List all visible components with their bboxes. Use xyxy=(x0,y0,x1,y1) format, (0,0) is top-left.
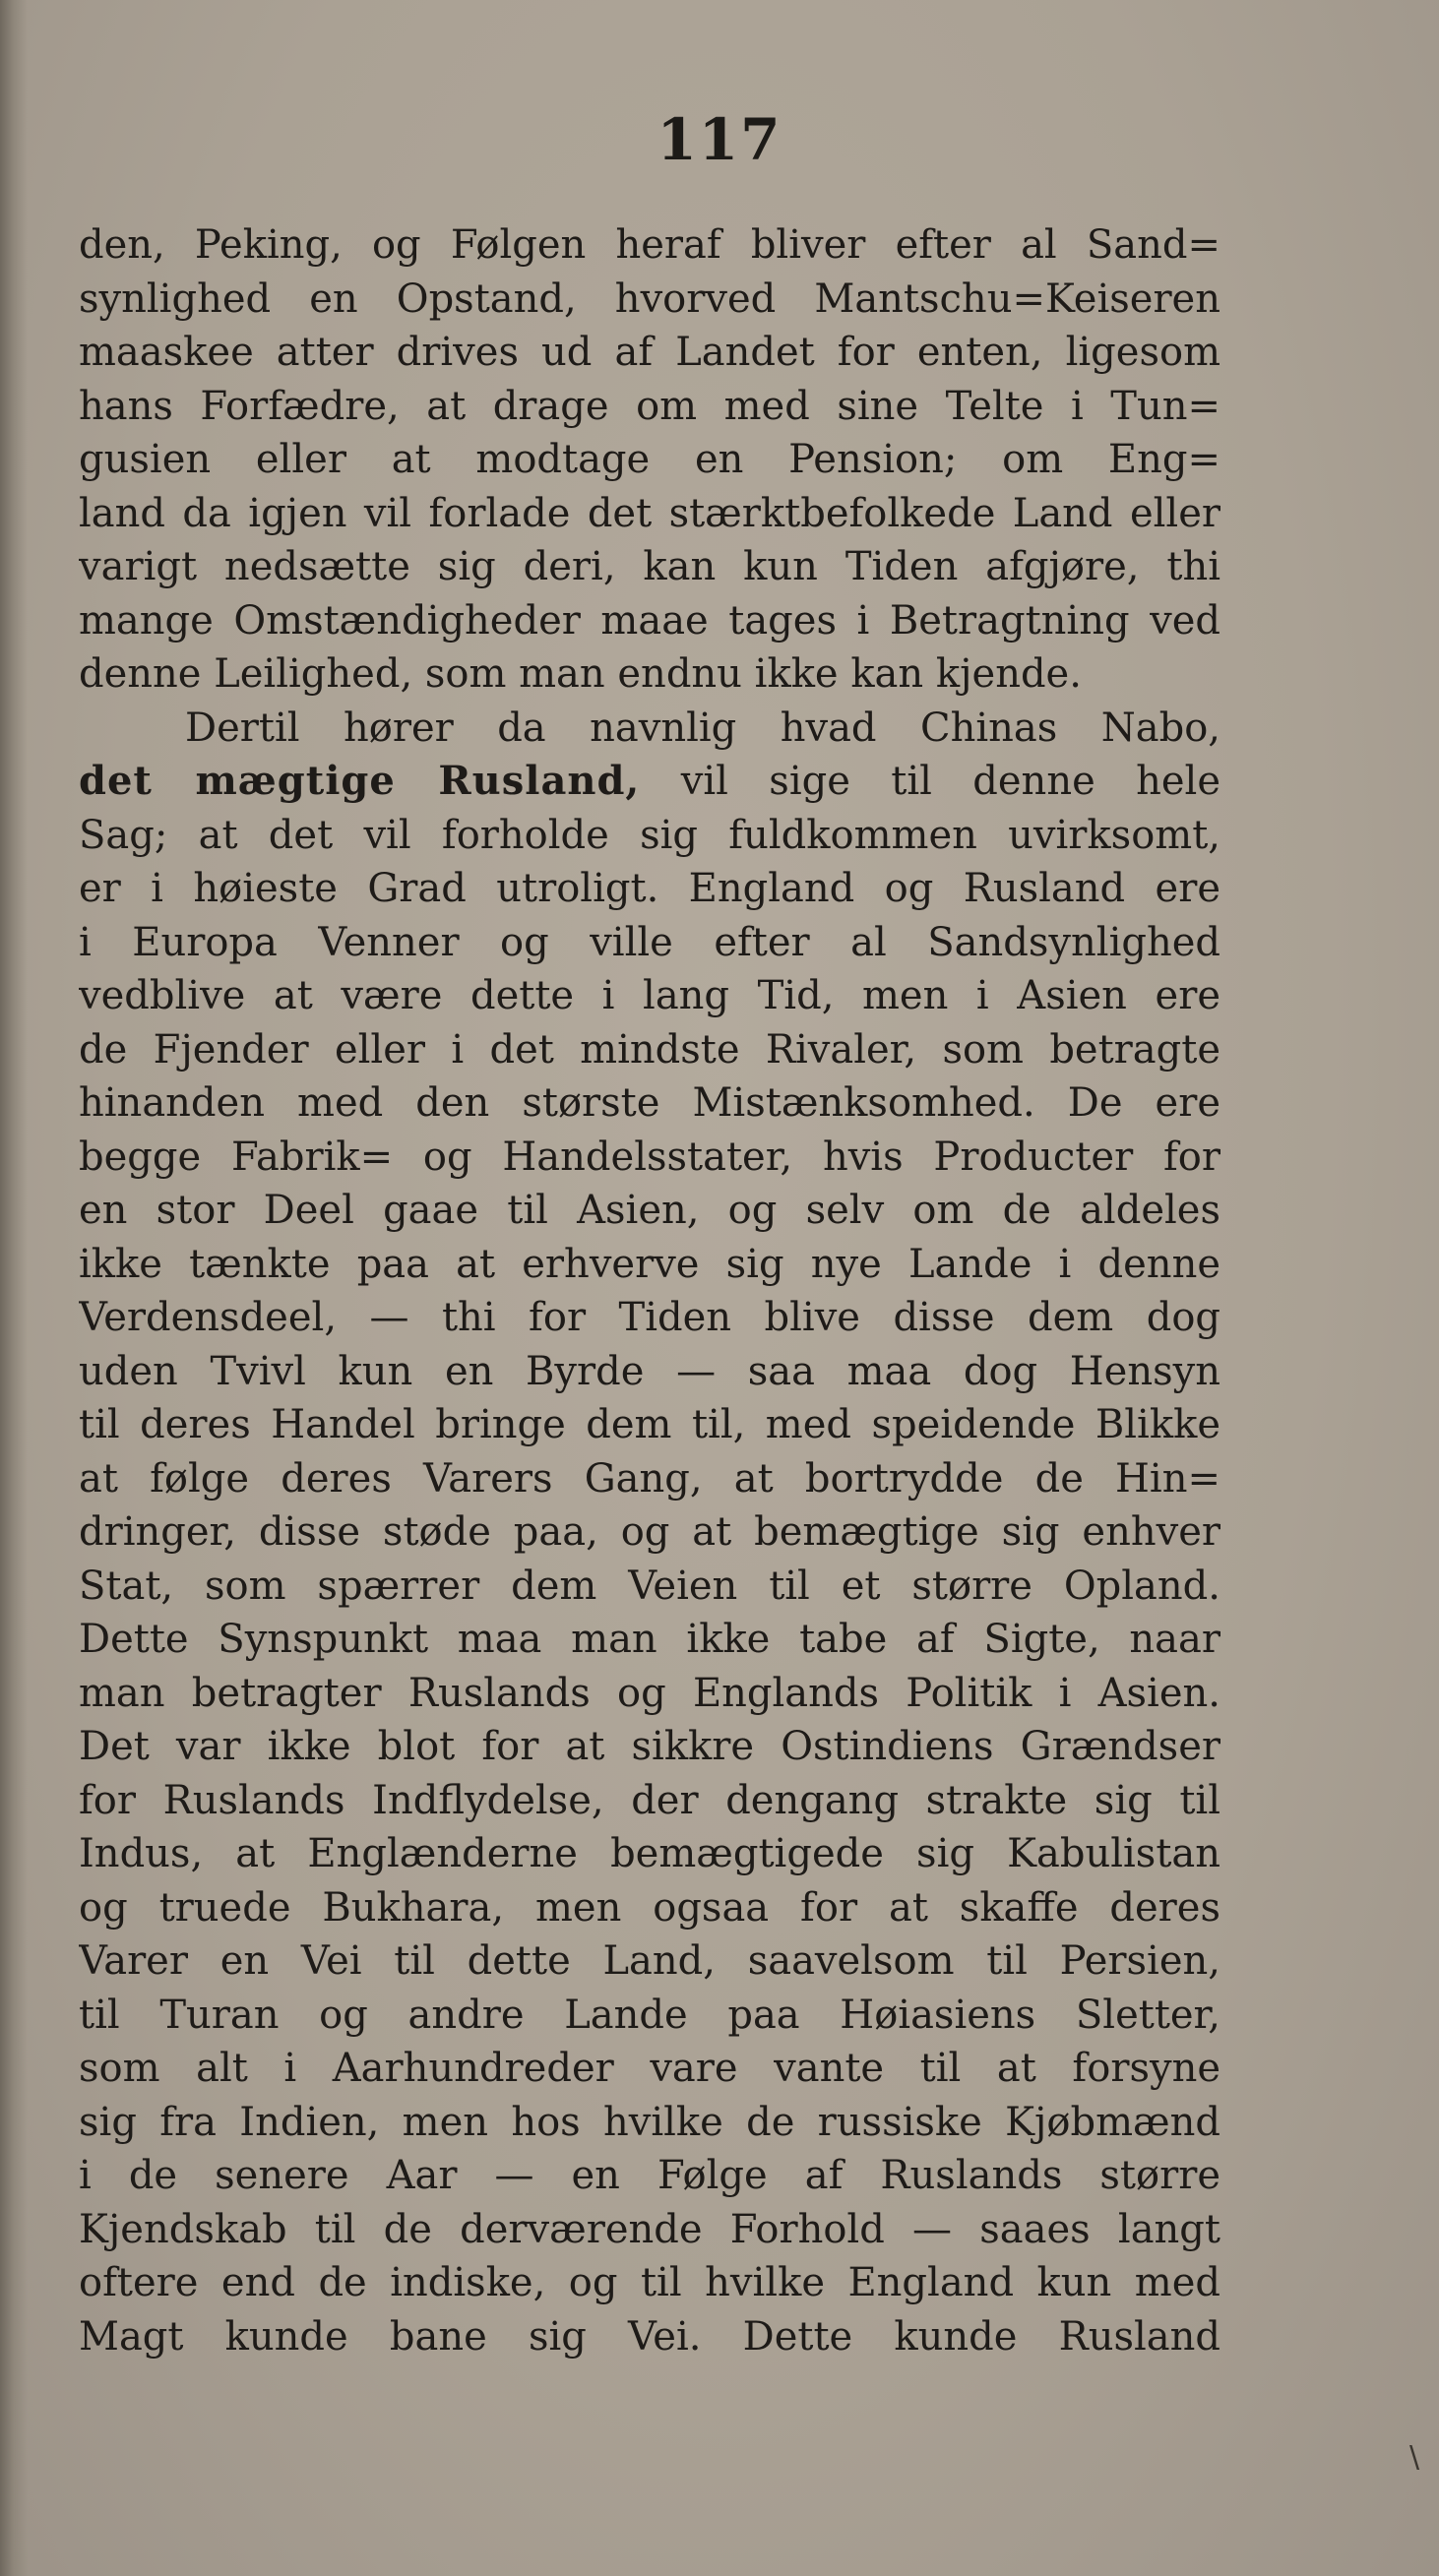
text-line-4: hans Forfædre, at drage om med sine Telte i Tun= xyxy=(79,383,1220,429)
text-line-7: varigt nedsætte sig deri, kan kun Tiden afgjøre, thi xyxy=(79,544,1220,589)
text-line-16: de Fjender eller i det mindste Rivaler, som betragte xyxy=(79,1026,1220,1073)
text-line-21: Verdensdeel, — thi for Tiden blive disse dem dog xyxy=(79,1295,1220,1340)
text-line-37: i de senere Aar — en Følge af Ruslands større xyxy=(79,2153,1220,2198)
text-line-30: for Ruslands Indflydelse, der dengang strakte sig til xyxy=(79,1777,1220,1823)
text-line-32: og truede Bukhara, men ogsaa for at skaffe deres xyxy=(79,1884,1220,1931)
emphasis-text: det mægtige Rusland, xyxy=(79,758,641,804)
text-line-12: Sag; at det vil forholde sig fuldkommen uvirksomt, xyxy=(79,812,1220,858)
text-line-33: Varer en Vei til dette Land, saavelsom til Persien, xyxy=(79,1938,1220,1984)
text-line-13: er i høieste Grad utroligt. England og Rusland ere xyxy=(79,866,1220,911)
text-line-31: Indus, at Englænderne bemægtigede sig Kabulistan xyxy=(79,1831,1220,1876)
stray-mark: \ xyxy=(1409,2440,1420,2475)
page-text-body xyxy=(79,218,1220,2363)
text-line-14: i Europa Venner og ville efter al Sandsynlighed xyxy=(79,919,1220,965)
text-line-28: man betragter Ruslands og Englands Politik i Asien. xyxy=(79,1670,1220,1716)
text-line-1: den, Peking, og Følgen heraf bliver efter al Sand= xyxy=(79,222,1220,268)
page-number: 117 xyxy=(657,106,782,173)
text-line-24: at følge deres Varers Gang, at bortrydde de Hin= xyxy=(79,1455,1220,1502)
text-line-38: Kjendskab til de derværende Forhold — saaes langt xyxy=(79,2206,1220,2252)
text-line-17: hinanden med den største Mistænksomhed. De ere xyxy=(79,1080,1220,1126)
text-line-25: dringer, disse støde paa, og at bemægtige sig enhver xyxy=(79,1509,1220,1555)
text-line-20: ikke tænkte paa at erhverve sig nye Lande i denne xyxy=(79,1241,1220,1287)
text-line-39: oftere end de indiske, og til hvilke England kun med xyxy=(79,2260,1220,2305)
text-line-15: vedblive at være dette i lang Tid, men i Asien ere xyxy=(79,973,1220,1018)
text-line-11 xyxy=(79,755,1220,809)
binding-gutter-shadow xyxy=(0,0,28,2576)
text-line-27: Dette Synspunkt maa man ikke tabe af Sigte, naar xyxy=(79,1617,1220,1662)
text-line-35: som alt i Aarhundreder vare vante til at forsyne xyxy=(79,2046,1220,2091)
text-line-3: maaskee atter drives ud af Landet for enten, ligesom xyxy=(79,330,1220,375)
text-line-8: mange Omstændigheder maae tages i Betragtning ved xyxy=(79,597,1220,644)
text-line-22: uden Tvivl kun en Byrde — saa maa dog Hensyn xyxy=(79,1348,1220,1394)
text-line-5: gusien eller at modtage en Pension; om Eng= xyxy=(79,437,1220,482)
text-line-18: begge Fabrik= og Handelsstater, hvis Producter for xyxy=(79,1134,1220,1180)
text-line-23: til deres Handel bringe dem til, med speidende Blikke xyxy=(79,1402,1220,1447)
text-line-10: Dertil hører da navnlig hvad Chinas Nabo, xyxy=(185,705,1220,751)
text-line-40: Magt kunde bane sig Vei. Dette kunde Rusland xyxy=(79,2313,1220,2360)
text-line-2: synlighed en Opstand, hvorved Mantschu=Keiseren xyxy=(79,276,1220,322)
text-line-6: land da igjen vil forlade det stærktbefolkede Land eller xyxy=(79,490,1220,536)
text-line-11-rest: vil sige til denne hele xyxy=(680,759,1220,804)
text-line-19: en stor Deel gaae til Asien, og selv om de aldeles xyxy=(79,1188,1220,1233)
text-line-34: til Turan og andre Lande paa Høiasiens Sletter, xyxy=(79,1992,1220,2038)
text-line-26: Stat, som spærrer dem Veien til et større Opland. xyxy=(79,1563,1220,1609)
text-line-9: denne Leilighed, som man endnu ikke kan kjende. xyxy=(79,651,1082,697)
text-line-29: Det var ikke blot for at sikkre Ostindiens Grændser xyxy=(79,1724,1220,1769)
text-line-36: sig fra Indien, men hos hvilke de russiske Kjøbmænd xyxy=(79,2099,1220,2145)
